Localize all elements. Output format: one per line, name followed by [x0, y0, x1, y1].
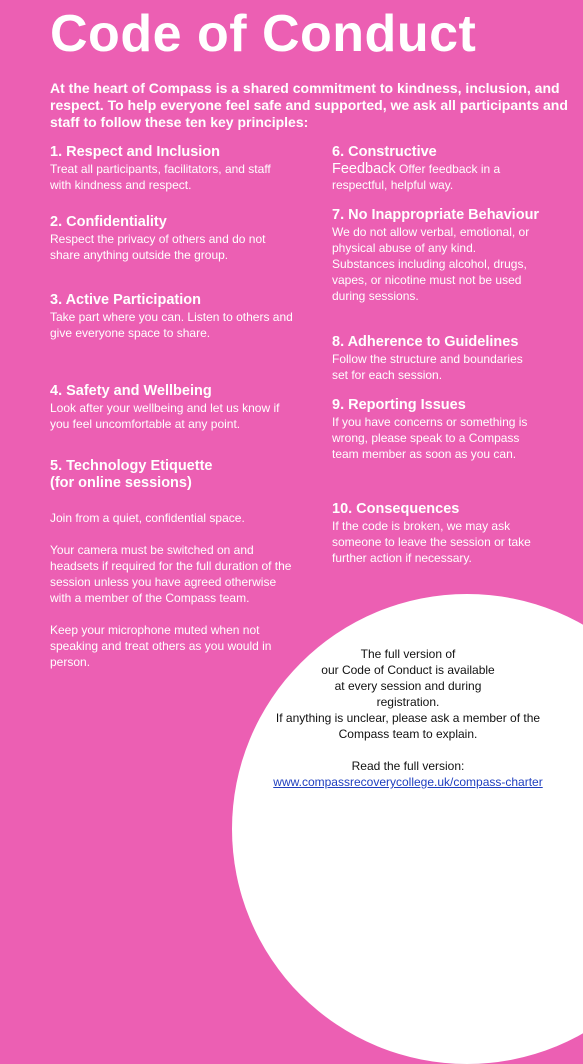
- footer-line: If anything is unclear, please ask a member of the: [275, 711, 541, 725]
- footer-line: The full version of: [360, 647, 456, 661]
- principle-8: [332, 334, 567, 383]
- principle-heading: 1. Respect and Inclusion: [50, 144, 221, 160]
- principle-text: Follow the structure and boundaries set for each session.: [332, 352, 523, 382]
- footer-line: at every session and during: [334, 679, 482, 693]
- principle-7: [332, 207, 567, 304]
- principle-text: Offer feedback in a respectful, helpful way.: [332, 162, 501, 192]
- principle-1: [50, 144, 295, 193]
- principle-text: Join from a quiet, confidential space.: [50, 511, 245, 525]
- principle-6: [332, 144, 532, 193]
- principle-text: Look after your wellbeing and let us know if you feel uncomfortable at any point.: [50, 401, 280, 431]
- principle-heading-cont: Feedback: [332, 161, 396, 177]
- principle-heading: 5. Technology Etiquette: [50, 458, 213, 474]
- principle-5: [50, 458, 295, 670]
- principle-text: If you have concerns or something is wrong, please speak to a Compass team member as soon as you can.: [332, 415, 528, 461]
- principle-text: Your camera must be switched on and headsets if required for the full duration of the session unless you have agreed otherwise with a member of the Compass team.: [50, 543, 292, 605]
- principle-3: [50, 292, 295, 341]
- principle-heading: 9. Reporting Issues: [332, 397, 466, 413]
- principle-heading: 10. Consequences: [332, 501, 460, 517]
- principle-9: [332, 397, 567, 462]
- charter-link[interactable]: www.compassrecoverycollege.uk/compass-charter: [273, 775, 543, 789]
- principle-heading-sub: (for online sessions): [50, 475, 192, 491]
- footer-line: registration.: [376, 695, 440, 709]
- principle-text: Keep your microphone muted when not speaking and treat others as you would in person.: [50, 623, 272, 669]
- principle-4: [50, 383, 295, 432]
- footer-panel: [248, 646, 568, 790]
- footer-line: Compass team to explain.: [338, 727, 478, 741]
- principle-text: Treat all participants, facilitators, and staff with kindness and respect.: [50, 162, 271, 192]
- principle-text: We do not allow verbal, emotional, or physical abuse of any kind. Substances including alcohol, drugs, vapes, or nicotine must not be used during sessions.: [332, 225, 530, 303]
- principle-heading: 4. Safety and Wellbeing: [50, 383, 212, 399]
- footer-line: our Code of Conduct is available: [321, 663, 495, 677]
- page-title: Code of Conduct: [50, 5, 477, 63]
- principle-heading: 6. Constructive: [332, 144, 437, 160]
- principle-2: [50, 214, 295, 263]
- principle-text: Respect the privacy of others and do not share anything outside the group.: [50, 232, 266, 262]
- principle-text: Take part where you can. Listen to others and give everyone space to share.: [50, 310, 293, 340]
- principle-text: If the code is broken, we may ask someone to leave the session or take further action if necessary.: [332, 519, 531, 565]
- read-full-label: Read the full version:: [351, 759, 465, 773]
- principle-10: [332, 501, 567, 566]
- principle-heading: 2. Confidentiality: [50, 214, 167, 230]
- principle-heading: 8. Adherence to Guidelines: [332, 334, 519, 350]
- intro-text: At the heart of Compass is a shared commitment to kindness, inclusion, and respect. To help everyone feel safe and supported, we ask all participants and staff to follow these ten key principles:: [50, 80, 568, 130]
- principle-heading: 7. No Inappropriate Behaviour: [332, 207, 540, 223]
- principle-heading: 3. Active Participation: [50, 292, 201, 308]
